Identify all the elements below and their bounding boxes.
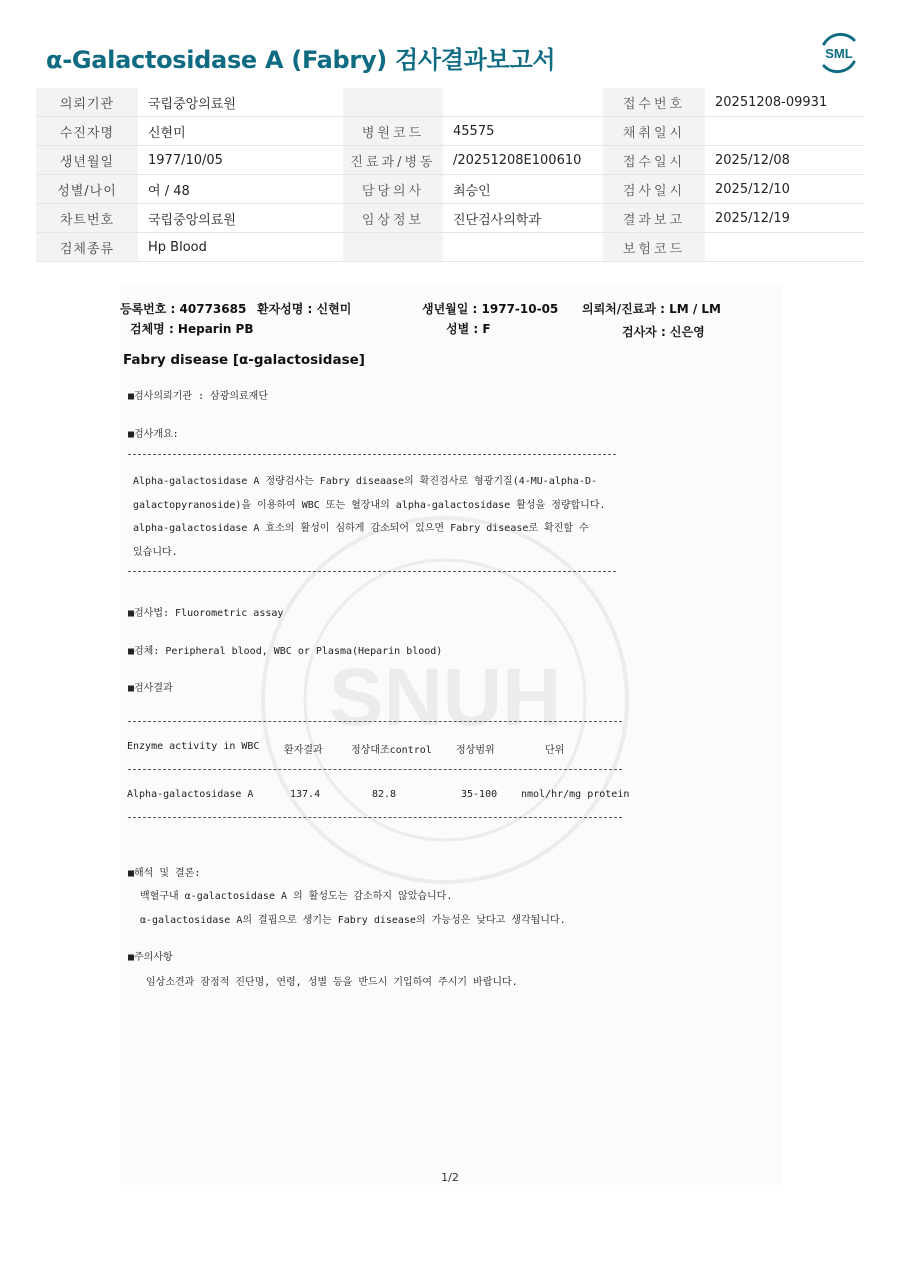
info-value: 진단검사의학과 bbox=[443, 204, 603, 233]
info-label: 보험코드 bbox=[603, 233, 705, 262]
info-value bbox=[705, 233, 864, 262]
info-label: 채취일시 bbox=[603, 117, 705, 146]
info-row bbox=[36, 146, 864, 175]
snuh-watermark bbox=[255, 510, 635, 890]
info-row bbox=[36, 204, 864, 233]
info-row bbox=[36, 233, 864, 262]
watermark-text: SNUH bbox=[328, 652, 562, 743]
overview-line: alpha-galactosidase A 효소의 활성이 심하게 감소되어 있으면 Fabry disease로 확진할 수 bbox=[133, 523, 589, 534]
patient-examiner: 검사자 : 신은영 bbox=[622, 325, 705, 339]
info-value: 2025/12/10 bbox=[705, 175, 864, 204]
info-value: 1977/10/05 bbox=[138, 146, 343, 175]
info-label: 접수번호 bbox=[603, 88, 705, 117]
info-value: 20251208-09931 bbox=[705, 88, 864, 117]
interp-line: α-galactosidase A의 결핍으로 생기는 Fabry disease의 가능성은 낮다고 생각됩니다. bbox=[140, 915, 566, 926]
overview-line: Alpha-galactosidase A 정량검사는 Fabry diseaase의 확진검사로 형광기질(4-MU-alpha-D- bbox=[133, 476, 597, 487]
method-line: ■검사법: Fluorometric assay bbox=[128, 608, 284, 619]
info-value bbox=[705, 117, 864, 146]
info-value: 여 / 48 bbox=[138, 175, 343, 204]
result-header-cell: 단위 bbox=[545, 745, 565, 756]
divider bbox=[128, 571, 616, 572]
info-label: 진료과/병동 bbox=[343, 146, 443, 175]
info-value: /20251208E100610 bbox=[443, 146, 603, 175]
info-row bbox=[36, 117, 864, 146]
test-title: Fabry disease [α-galactosidase] bbox=[123, 352, 365, 368]
info-label: 접수일시 bbox=[603, 146, 705, 175]
interp-line: 백혈구내 α-galactosidase A 의 활성도는 감소하지 않았습니다. bbox=[140, 891, 453, 902]
note-heading: ■주의사항 bbox=[128, 952, 173, 963]
info-value: 2025/12/08 bbox=[705, 146, 864, 175]
divider bbox=[128, 817, 622, 818]
info-label: 임상정보 bbox=[343, 204, 443, 233]
info-row bbox=[36, 88, 864, 117]
info-label bbox=[343, 233, 443, 262]
patient-specimen: 검체명 : Heparin PB bbox=[130, 322, 254, 336]
result-header-cell: 정상대조control bbox=[351, 745, 432, 756]
result-header-cell: 정상범위 bbox=[456, 745, 495, 756]
result-cell: 137.4 bbox=[290, 789, 321, 800]
sml-logo bbox=[816, 30, 862, 76]
info-value bbox=[443, 233, 603, 262]
lab-line: ■검사의뢰기관 : 삼광의료재단 bbox=[128, 391, 269, 402]
divider bbox=[128, 769, 622, 770]
result-header-cell: Enzyme activity in WBC bbox=[127, 741, 260, 752]
info-value: 2025/12/19 bbox=[705, 204, 864, 233]
info-value bbox=[443, 88, 603, 117]
page-number: 1/2 bbox=[441, 1171, 459, 1184]
specimen-line: ■검체: Peripheral blood, WBC or Plasma(Heparin blood) bbox=[128, 646, 443, 657]
result-cell: Alpha-galactosidase A bbox=[127, 789, 254, 800]
info-value: 신현미 bbox=[138, 117, 343, 146]
result-header-cell: 환자결과 bbox=[284, 745, 323, 756]
info-value: Hp Blood bbox=[138, 233, 343, 262]
divider bbox=[128, 721, 622, 722]
patient-sex: 성별 : F bbox=[446, 322, 491, 336]
interp-heading: ■해석 및 결론: bbox=[128, 868, 201, 879]
info-label: 수진자명 bbox=[36, 117, 138, 146]
info-label: 병원코드 bbox=[343, 117, 443, 146]
info-value: 국립중앙의료원 bbox=[138, 88, 343, 117]
result-cell: 82.8 bbox=[372, 789, 397, 800]
overview-heading: ■검사개요: bbox=[128, 429, 179, 440]
info-label bbox=[343, 88, 443, 117]
info-label: 의뢰기관 bbox=[36, 88, 138, 117]
divider bbox=[128, 454, 616, 455]
logo-text: SML bbox=[825, 46, 853, 61]
info-label: 담당의사 bbox=[343, 175, 443, 204]
patient-dob: 생년월일 : 1977-10-05 bbox=[422, 302, 559, 316]
info-value: 국립중앙의료원 bbox=[138, 204, 343, 233]
overview-line: 있습니다. bbox=[133, 547, 178, 558]
overview-line: galactopyranoside)을 이용하여 WBC 또는 혈장내의 alpha-galactosidase 활성을 정량합니다. bbox=[133, 500, 606, 511]
info-label: 생년월일 bbox=[36, 146, 138, 175]
info-label: 차트번호 bbox=[36, 204, 138, 233]
patient-dept: 의뢰처/진료과 : LM / LM bbox=[582, 302, 722, 316]
result-cell: 35-100 bbox=[461, 789, 498, 800]
info-label: 검사일시 bbox=[603, 175, 705, 204]
info-table bbox=[36, 88, 864, 262]
info-label: 검체종류 bbox=[36, 233, 138, 262]
patient-reg-no: 등록번호 : 40773685 bbox=[120, 302, 247, 316]
info-row bbox=[36, 175, 864, 204]
note-line: 임상소견과 잠정적 진단명, 연령, 성별 등을 반드시 기입하여 주시기 바랍니다. bbox=[146, 977, 518, 988]
info-label: 결과보고 bbox=[603, 204, 705, 233]
info-value: 45575 bbox=[443, 117, 603, 146]
result-heading: ■검사결과 bbox=[128, 683, 173, 694]
info-label: 성별/나이 bbox=[36, 175, 138, 204]
result-cell: nmol/hr/mg protein bbox=[521, 789, 630, 800]
report-title: α-Galactosidase A (Fabry) 검사결과보고서 bbox=[46, 46, 556, 74]
patient-name: 환자성명 : 신현미 bbox=[257, 302, 352, 316]
info-value: 최승인 bbox=[443, 175, 603, 204]
